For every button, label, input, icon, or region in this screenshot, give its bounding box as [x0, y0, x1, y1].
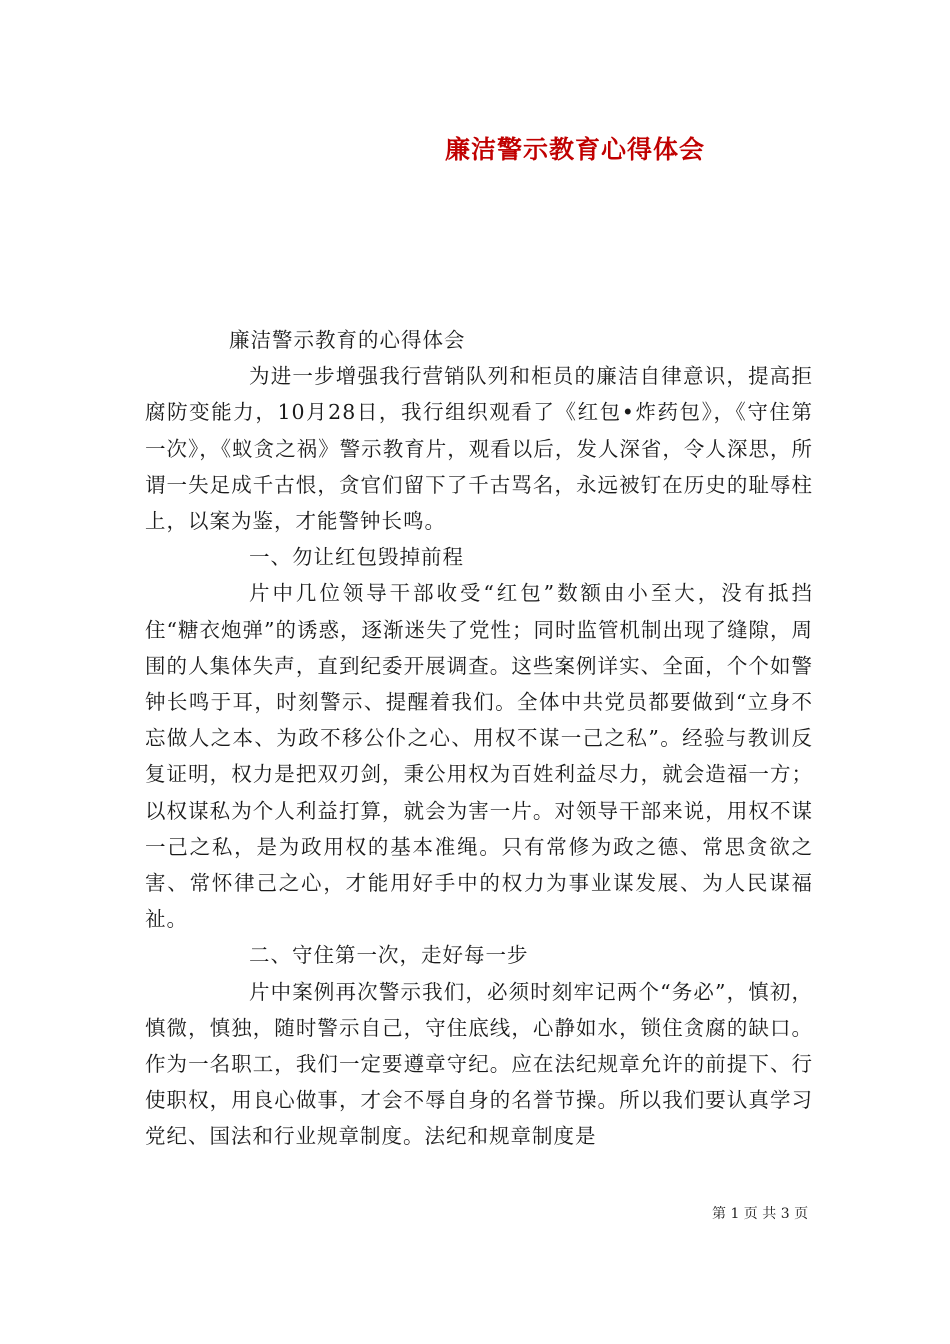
paragraph-section-1: 片中几位领导干部收受“红包”数额由小至大，没有抵挡住“糖衣炮弹”的诱惑，逐渐迷失了党性；同时监管机制出现了缝隙，周围的人集体失声，直到纪委开展调查。这些案例详实、全面，个个如警钟长鸣于耳，时刻警示、提醒着我们。全体中共党员都要做到“立身不忘做人之本、为政不移公仆之心、用权不谋一己之私”。经验与教训反复证明，权力是把双刃剑，秉公用权为百姓利益尽力，就会造福一方；以权谋私为个人利益打算，就会为害一片。对领导干部来说，用权不谋一己之私，是为政用权的基本准绳。只有常修为政之德、常思贪欲之害、常怀律己之心，才能用好手中的权力为事业谋发展、为人民谋福祉。: [145, 581, 813, 932]
document-subtitle: 廉洁警示教育的心得体会: [229, 328, 466, 352]
page-title-text: 廉洁警示教育心得体会: [444, 135, 705, 164]
section-heading-2: 二、守住第一次，走好每一步: [249, 943, 529, 968]
section-heading-1: 一、勿让红包毁掉前程: [249, 545, 464, 570]
paragraph-intro: 为进一步增强我行营销队列和柜员的廉洁自律意识，提高拒腐防变能力，10月28日，我行组织观看了《红包•炸药包》，《守住第一次》，《蚁贪之祸》警示教育片，观看以后，发人深省，令人深思，所谓一失足成千古恨，贪官们留下了千古骂名，永远被钉在历史的耻辱柱上，以案为鉴，才能警钟长鸣。: [145, 364, 813, 534]
page-title: [0, 132, 950, 168]
page-number: 第 1 页 共 3 页: [712, 1206, 809, 1222]
document-body: [145, 322, 813, 1155]
paragraph-section-2: 片中案例再次警示我们，必须时刻牢记两个“务必”，慎初，慎微，慎独，随时警示自己，守住底线，心静如水，锁住贪腐的缺口。作为一名职工，我们一定要遵章守纪。应在法纪规章允许的前提下、行使职权，用良心做事，才会不辱自身的名誉节操。所以我们要认真学习党纪、国法和行业规章制度。法纪和规章制度是: [145, 979, 813, 1149]
